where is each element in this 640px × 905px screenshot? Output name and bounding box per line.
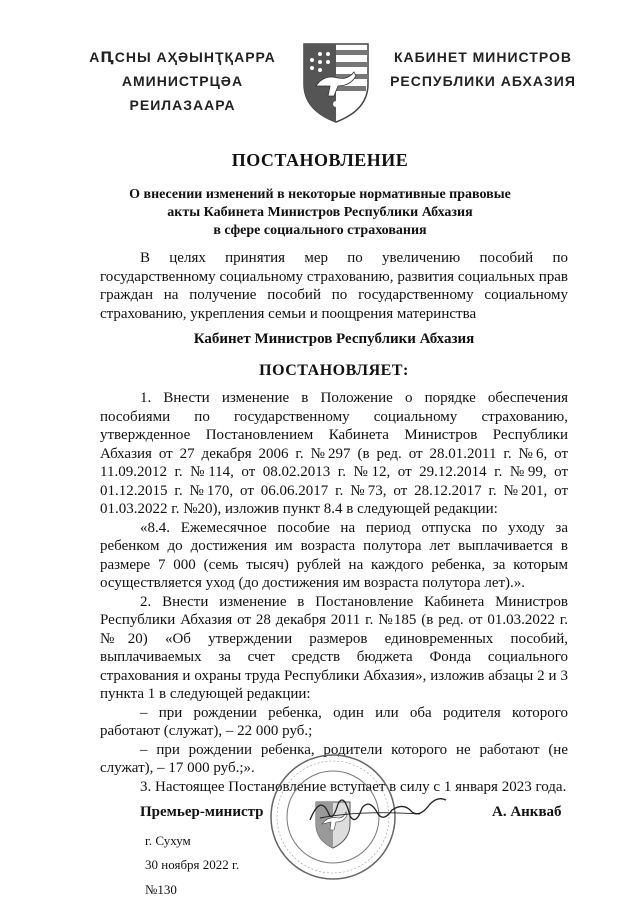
letterhead-right-line1: КАБИНЕТ МИНИСТРОВ [393,49,573,65]
letterhead-left-line1: АԤСНЫ АҲӘЫНҬҚАРРА [89,49,276,65]
handwritten-signature-icon [300,790,450,830]
letterhead-left-line2: АМИНИСТРЦӘА РЕИЛАЗААРА [121,73,244,113]
issue-date: 30 ноября 2022 г. [145,857,240,872]
subtitle-line1: О внесении изменений в некоторые нормативные правовые [129,187,511,202]
cabinet-heading: Кабинет Министров Республики Абхазия [193,331,475,347]
issue-city: г. Сухум [145,833,191,848]
decree-body [100,389,568,796]
preamble-text: В целях принятия мер по увеличению пособий по государственному социальному страхованию, развития социальных прав граждан на получение пособий по государственному социальному страхованию, укрепления семьи и поощрения материнства [100,250,568,322]
preamble [100,249,568,323]
signatory-name: А. Анкваб [492,804,562,820]
letterhead [0,40,640,130]
document-title: ПОСТАНОВЛЕНИЕ [231,150,409,170]
letterhead-left [70,45,295,117]
coat-of-arms-icon [298,40,374,124]
decree-heading: ПОСТАНОВЛЯЕТ: [259,362,409,379]
document-number: №130 [145,882,177,897]
paragraph-2: 2. Внести изменение в Постановление Кабинета Министров Республики Абхазия от 28 декабря 2011 г. №185 (в ред. от 01.03.2022 г. №20) «Об утверждении размеров единовременных пособий, выплачиваемых за счет средств бюджета Фонда социального страхования и охраны труда Республики Абхазия», изложив абзацы 2 и 3 пункта 1 в следующей редакции: [100,593,568,702]
paragraph-quote: «8.4. Ежемесячное пособие на период отпуска по уходу за ребенком до достижения им возраста полутора лет выплачивается в размере 7 000 (семь тысяч) рублей на каждого ребенка, за которым осуществляется уход (до достижения им возраста полутора лет).». [100,519,568,591]
signatory-position: Премьер-министр [140,804,264,820]
paragraph-dash-1: – при рождении ребенка, один или оба родителя которого работают (служат), – 22 000 руб.; [100,704,568,739]
paragraph-3: 3. Настоящее Постановление вступает в силу с 1 января 2023 года. [140,778,567,795]
subtitle-line3: в сфере социального страхования [213,223,427,238]
subtitle-line2: акты Кабинета Министров Республики Абхазия [167,205,473,220]
letterhead-right [388,45,578,93]
letterhead-right-line2: РЕСПУБЛИКИ АБХАЗИЯ [390,73,576,89]
paragraph-1: 1. Внести изменение в Положение о порядке обеспечения пособиями по государственному социальному страхованию, утвержденное Постановлением Кабинета Министров Республики Абхазия от 27 декабря 2006 г. №297 (в ред. от 28.01.2011 г. №6, от 11.09.2012 г. №114, от 08.02.2013 г. №12, от 29.12.2014 г. №99, от 01.12.2015 г. №170, от 06.06.2017 г. №73, от 28.12.2017 г. №201, от 01.03.2022 г. №20), изложив пункт 8.4 в следующей редакции: [100,390,568,517]
paragraph-dash-2: – при рождении ребенка, родители которого не работают (не служат), – 17 000 руб.;». [100,741,568,776]
document-subtitle [100,186,540,240]
